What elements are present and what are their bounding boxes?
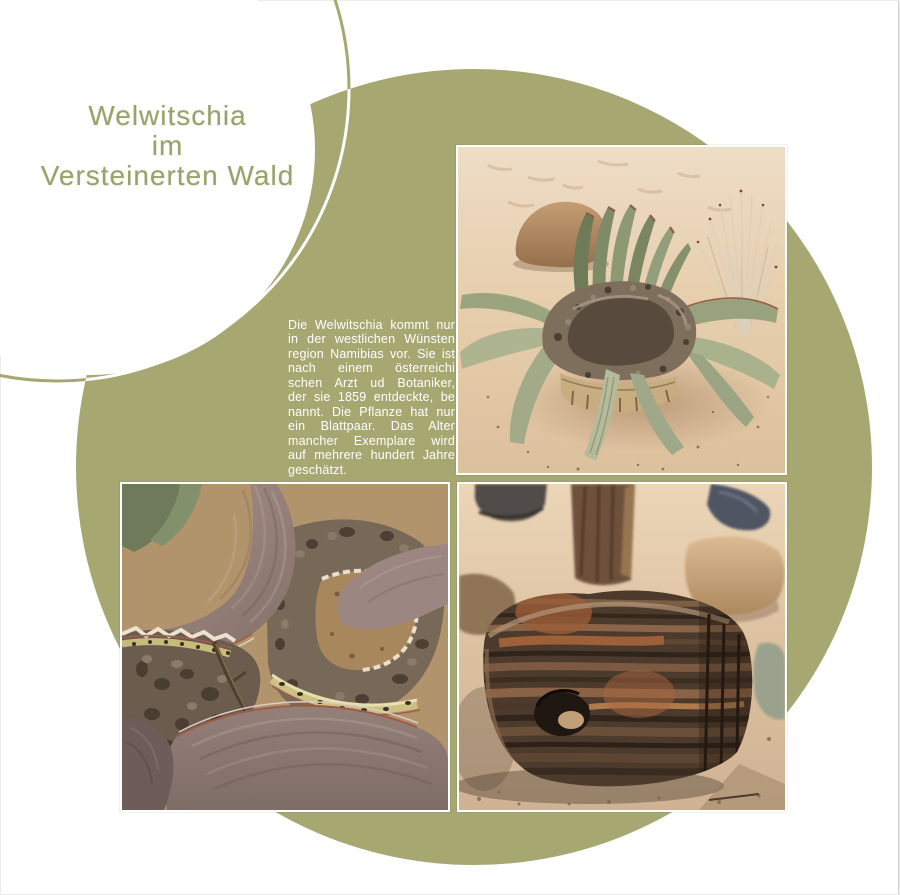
title-line-1: Welwitschia xyxy=(88,100,247,131)
intro-line: ein Blattpaar. Das Alter xyxy=(288,419,455,434)
intro-line: auf mehrere hundert Jahre xyxy=(288,448,455,463)
photo-petrified-log xyxy=(457,482,787,812)
intro-line: Die Welwitschia kommt nur xyxy=(288,318,455,332)
intro-line: region Namibias vor. Sie ist xyxy=(288,346,455,361)
intro-line: nach einem österreichi xyxy=(288,361,455,376)
intro-paragraph xyxy=(288,318,455,477)
title-line-3: Versteinerten Wald xyxy=(40,160,295,191)
petrified-log-image xyxy=(459,484,785,810)
intro-line: nannt. Die Pflanze hat nur xyxy=(288,404,455,419)
title-line-2: im xyxy=(151,130,184,161)
photo-welwitschia-plant xyxy=(456,145,787,475)
intro-line: schen Arzt ud Botaniker, xyxy=(288,375,455,390)
intro-line: in der westlichen Wünsten xyxy=(288,332,455,347)
intro-line: mancher Exemplare wird xyxy=(288,433,455,448)
intro-line: geschätzt. xyxy=(288,462,347,477)
welwitschia-plant-image xyxy=(458,147,785,473)
photo-leaves-closeup xyxy=(120,482,450,812)
welwitschia-leaves-image xyxy=(122,484,448,810)
intro-line: der sie 1859 entdeckte, be xyxy=(288,390,455,405)
page-title xyxy=(15,101,320,191)
